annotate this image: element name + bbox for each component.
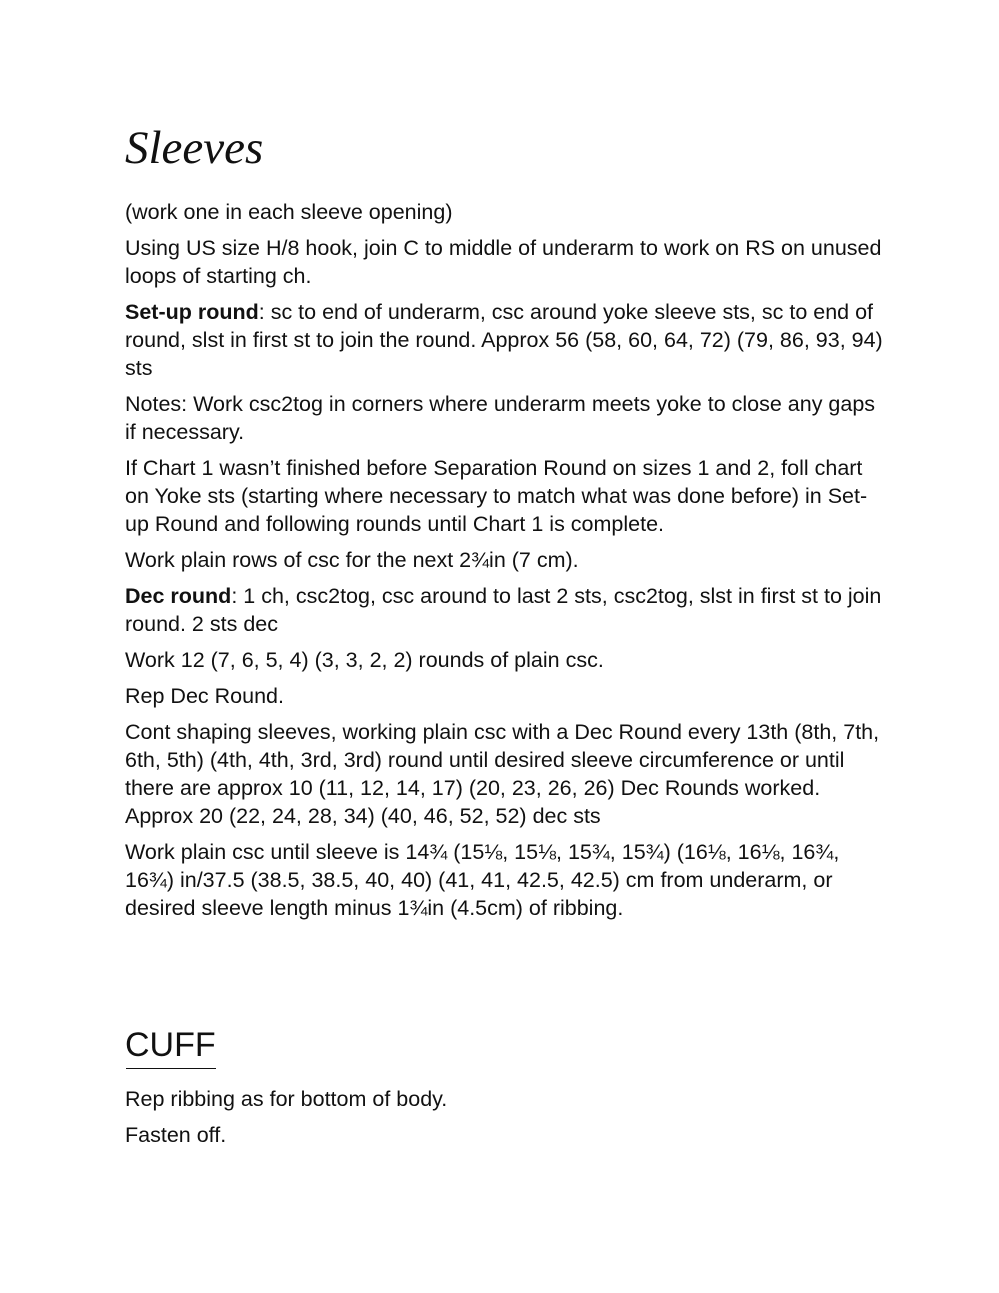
paragraph-text: Work plain csc until sleeve is 14¾ (15⅛, 15⅛, 15¾, 15¾) (16⅛, 16⅛, 16¾, 16¾) in/37.5 (38.5, 38.5, 40, 40) (41, 41, 42.5, 42.5) cm from underarm, or desired sleeve length minus 1¾in (4.5cm) of ribbing. xyxy=(125,840,840,920)
cuff-line: Rep ribbing as for bottom of body. xyxy=(125,1087,448,1111)
paragraph-text: : 1 ch, csc2tog, csc around to last 2 sts, csc2tog, slst in first st to join round. 2 sts dec xyxy=(125,584,882,636)
paragraph-text: If Chart 1 wasn’t finished before Separation Round on sizes 1 and 2, foll chart on Yoke sts (starting where necessary to match what was done before) in Set-up Round and following rounds until Chart 1 is complete. xyxy=(125,456,868,536)
sleeves-instructions xyxy=(125,198,885,930)
paragraph xyxy=(125,546,885,574)
paragraph xyxy=(125,682,885,710)
paragraph-text: Cont shaping sleeves, working plain csc with a Dec Round every 13th (8th, 7th, 6th, 5th) (4th, 4th, 3rd, 3rd) round until desired sleeve circumference or until there are approx 10 (11, 12, 14, 17) (20, 23, 26, 26) Dec Rounds worked. Approx 20 (22, 24, 28, 34) (40, 46, 52, 52) dec sts xyxy=(125,720,880,828)
paragraph-text: Rep Dec Round. xyxy=(125,684,284,708)
cuff-line: Fasten off. xyxy=(125,1123,227,1147)
paragraph-text: Work 12 (7, 6, 5, 4) (3, 3, 2, 2) rounds of plain csc. xyxy=(125,648,604,672)
paragraph xyxy=(125,198,885,226)
cuff-heading: CUFF xyxy=(125,1026,216,1064)
paragraph-label: Dec round xyxy=(125,584,232,608)
paragraph xyxy=(125,454,885,538)
paragraph-text: Work plain rows of csc for the next 2¾in (7 cm). xyxy=(125,548,579,572)
paragraph xyxy=(125,646,885,674)
paragraph xyxy=(125,582,885,638)
paragraph xyxy=(125,718,885,830)
cuff-instructions xyxy=(125,1085,885,1157)
paragraph-text: (work one in each sleeve opening) xyxy=(125,200,453,224)
cuff-heading-underline xyxy=(126,1068,216,1069)
paragraph-text: : sc to end of underarm, csc around yoke sleeve sts, sc to end of round, slst in first st to join the round. Approx 56 (58, 60, 64, 72) (79, 86, 93, 94) sts xyxy=(125,300,883,380)
paragraph xyxy=(125,390,885,446)
page-title: Sleeves xyxy=(125,122,264,174)
paragraph-label: Set-up round xyxy=(125,300,259,324)
paragraph-text: Notes: Work csc2tog in corners where underarm meets yoke to close any gaps if necessary. xyxy=(125,392,876,444)
paragraph xyxy=(125,298,885,382)
paragraph-text: Using US size H/8 hook, join C to middle of underarm to work on RS on unused loops of starting ch. xyxy=(125,236,882,288)
paragraph xyxy=(125,234,885,290)
paragraph xyxy=(125,838,885,922)
